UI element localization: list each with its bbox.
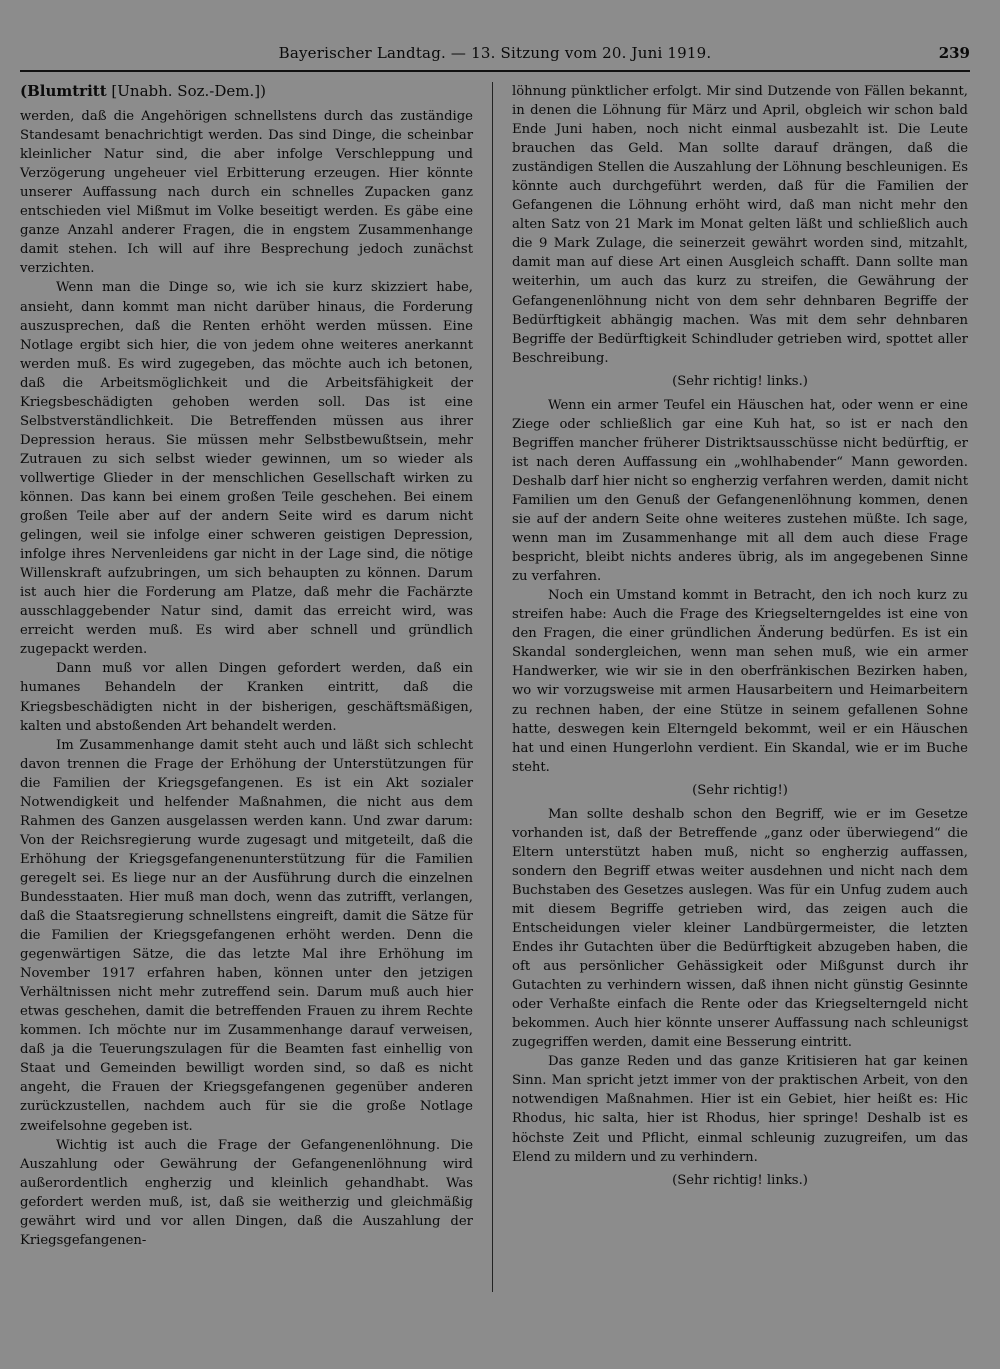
right-column [512,82,968,1195]
paragraph: werden, daß die Angehörigen schnellstens durch das zuständige Standesamt benachrichtigt werden. Das sind Dinge, die scheinbar kleinlicher Natur sind, die aber infolge Verschleppung und Verzögerung ungeheuer viel Erbitterung erzeugen. Hier könnte unserer Auffassung nach durch ein schnelles Zupacken ganz entschieden viel Mißmut im Volke beseitigt werden. Es gäbe eine ganze Anzahl anderer Fragen, die in engstem Zusammenhange damit stehen. Ich will auf ihre Besprechung jedoch zunächst verzichten. [20,109,473,277]
paragraph: Man sollte deshalb schon den Begriff, wie er im Gesetze vorhanden ist, daß der Betreffende „ganz oder überwiegend“ die Eltern unterstützt haben muß, nicht so engherzig auffassen, sondern den Begriff etwas weiter ausdehnen und nicht nach dem Buchstaben des Gesetzes auslegen. Was für ein Unfug zudem auch mit diesem Begriffe getrieben wird, das zeigen auch die Entscheidungen vieler kleiner Landbürgermeister, die letzten Endes ihr Gutachten über die Bedürftigkeit abzugeben haben, die oft aus persönlicher Gehässigkeit oder Mißgunst durch ihr Gutachten zu verhindern wissen, daß ihnen nicht günstig Gesinnte oder Verhaßte einfach die Rente oder das Kriegselterngeld nicht bekommen. Auch hier könnte unserer Auffassung nach schleunigst zugegriffen werden, damit eine Besserung eintritt. [512,806,968,1051]
interjection: (Sehr richtig! links.) [672,373,808,389]
paragraph: Wenn ein armer Teufel ein Häuschen hat, oder wenn er eine Ziege oder schließlich gar eine Kuh hat, so ist er nach den Begriffen mancher früherer Distriktsausschüsse nicht bedürftig, er ist nach deren Auffassung ein „wohlhabender“ Mann geworden. Deshalb darf hier nicht so engherzig verfahren werden, damit nicht Familien um den Genuß der Gefangenenlöhnung kommen, denen sie auf der andern Seite ohne weiteres zustehen müßte. Ich sage, wenn man im Zusammenhange mit all dem auch diese Frage bespricht, bleibt nichts anderes übrig, als im angegebenen Sinne zu verfahren. [512,397,968,585]
left-column [20,82,473,1250]
paragraph: Das ganze Reden und das ganze Kritisieren hat gar keinen Sinn. Man spricht jetzt immer von der praktischen Arbeit, von den notwendigen Maßnahmen. Hier ist ein Gebiet, hier heißt es: Hic Rhodus, hic salta, hier ist Rhodus, hier springe! Deshalb ist es höchste Zeit und Pflicht, einmal schleunig zuzugreifen, um das Elend zu mildern und zu verhindern. [512,1054,968,1165]
speaker-name: (Blumtritt [20,82,107,100]
page-number: 239 [938,44,970,62]
paragraph: Im Zusammenhange damit steht auch und läßt sich schlecht davon trennen die Frage der Erhöhung der Unterstützungen für die Familien der Kriegsgefangenen. Es ist ein Akt sozialer Notwendigkeit und helfender Maßnahmen, die nicht aus dem Rahmen des Ganzen ausgelassen werden kann. Und zwar darum: Von der Reichsregierung wurde zugesagt und mitgeteilt, daß die Erhöhung der Kriegsgefangenenunterstützung für die Familien geregelt sei. Es liege nur an der Ausführung durch die einzelnen Bundesstaaten. Hier muß man doch, wenn das zutrifft, verlangen, daß die Staatsregierung schnellstens eingreift, damit die Sätze für die Familien der Kriegsgefangenen erhöht werden. Denn die gegenwärtigen Sätze, die das letzte Mal ihre Erhöhung im November 1917 erfahren haben, können unter den jetzigen Verhältnissen nicht mehr zutreffend sein. Darum muß auch hier etwas geschehen, damit die betreffenden Frauen zu ihrem Rechte kommen. Ich möchte nur im Zusammenhange darauf verweisen, daß ja die Teuerungszulagen für die Beamten fast einhellig von Staat und Gemeinden bewilligt worden sind, so daß es nicht angeht, die Frauen der Kriegsgefangenen gegenüber anderen zurückzustellen, nachdem auch für sie die große Notlage zweifelsohne gegeben ist. [20,737,473,1134]
paragraph: Wichtig ist auch die Frage der Gefangenenlöhnung. Die Auszahlung oder Gewährung der Gefangenenlöhnung wird außerordentlich engherzig und kleinlich gehandhabt. Was gefordert werden muß, ist, daß sie weitherzig und gleichmäßig gewährt wird und vor allen Dingen, daß die Auszahlung der Kriegsgefangenen- [20,1137,473,1248]
interjection: (Sehr richtig!) [692,782,788,798]
page-header [20,44,970,72]
paragraph: Noch ein Umstand kommt in Betracht, den ich noch kurz zu streifen habe: Auch die Frage des Kriegselterngeldes ist eine von den Fragen, die einer gründlichen Änderung bedürfen. Es ist ein Skandal sondergleichen, wenn man sehen muß, wie ein armer Handwerker, wie wir sie in den oberfränkischen Bezirken haben, wo wir vorzugsweise mit armen Hausarbeitern und Heimarbeitern zu rechnen haben, der eine Stütze in seinem gefallenen Sohne hatte, deswegen kein Elterngeld bekommt, weil er ein Häuschen hat und einen Hungerlohn verdient. Ein Skandal, wie er im Buche steht. [512,588,968,775]
paragraph: Wenn man die Dinge so, wie ich sie kurz skizziert habe, ansieht, dann kommt man nicht darüber hinaus, die Forderung auszusprechen, daß die Renten erhöht werden müssen. Eine Notlage ergibt sich hier, die von jedem ohne weiteres anerkannt werden muß. Es wird zugegeben, das möchte auch ich betonen, daß die Arbeitsmöglichkeit und die Arbeitsfähigkeit der Kriegsbeschädigten gehoben werden soll. Das ist eine Selbstverständlichkeit. Die Betreffenden müssen aus ihrer Depression heraus. Sie müssen mehr Selbstbewußtsein, mehr Zutrauen zu sich selbst wieder gewinnen, um so wieder als vollwertige Glieder in der menschlichen Gesellschaft wirken zu können. Das kann bei einem großen Teile geschehen. Bei einem großen Teile aber auf der andern Seite wird es darum nicht gelingen, weil sie infolge einer schweren geistigen Depression, infolge ihres Nervenleidens gar nicht in der Lage sind, die nötige Willenskraft aufzubringen, um sich behaupten zu können. Darum ist auch hier die Forderung am Platze, daß mehr die Fachärzte ausschlaggebender Natur sind, damit das erreicht wird, was erreicht werden muß. Es wird aber schnell und gründlich zugepackt werden. [20,280,473,658]
column-divider [492,82,493,1292]
paragraph: löhnung pünktlicher erfolgt. Mir sind Dutzende von Fällen bekannt, in denen die Löhnung für März und April, obgleich wir schon bald Ende Juni haben, noch nicht einmal ausbezahlt ist. Die Leute brauchen das Geld. Man sollte darauf drängen, daß die zuständigen Stellen die Auszahlung der Löhnung beschleunigen. Es könnte auch durchgeführt werden, daß für die Familien der Gefangenen die Löhnung erhöht wird, daß man nicht mehr den alten Satz von 21 Mark im Monat gelten läßt und schließlich auch die 9 Mark Zulage, die seinerzeit gewährt worden sind, mitzahlt, damit man auf diese Art einen Ausgleich schafft. Dann sollte man weiterhin, um auch das kurz zu streifen, die Gewährung der Gefangenenlöhnung nicht von dem sehr dehnbaren Begriffe der Bedürftigkeit abhängig machen. Was mit dem sehr dehnbaren Begriffe der Bedürftigkeit Schindluder getrieben wird, spottet aller Beschreibung. [512,84,968,366]
speaker-line [20,82,473,101]
interjection: (Sehr richtig! links.) [672,1172,808,1188]
running-title: Bayerischer Landtag. — 13. Sitzung vom 20. Juni 1919. [278,44,712,62]
speaker-party: [Unabh. Soz.-Dem.]) [106,82,266,100]
paragraph: Dann muß vor allen Dingen gefordert werden, daß ein humanes Behandeln der Kranken eintritt, daß die Kriegsbeschädigten nicht in der bisherigen, geschäftsmäßigen, kalten und abstoßenden Art behandelt werden. [20,661,473,734]
